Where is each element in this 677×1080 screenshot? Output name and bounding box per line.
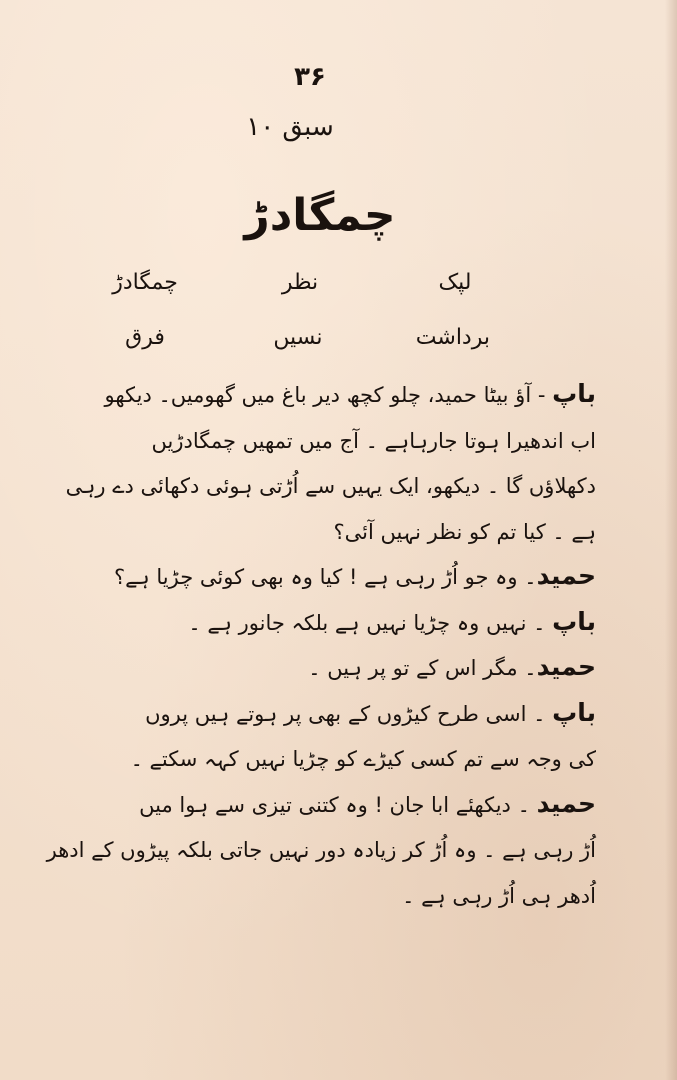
vocabulary-word: برداشت [415, 325, 490, 350]
line-text: کی وجہ سے تم کسی کیڑے کو چڑیا نہیں کہہ سکتے ۔ [130, 747, 596, 771]
line-text: ۔ دیکھئے ابا جان ! وہ کتنی تیزی سے ہوا میں [139, 792, 537, 817]
page-number: ۳۶ [294, 62, 326, 92]
vocabulary-word: چمگادڑ [112, 270, 178, 295]
speaker-name: حمید [536, 788, 596, 818]
dialogue-line [36, 554, 596, 600]
line-text: اُڑ رہی ہے ۔ وہ اُڑ کر زیادہ دور نہیں جاتی بلکہ پیڑوں کے ادھر [46, 838, 596, 862]
speaker-name: حمید [536, 652, 596, 681]
dialogue-line [36, 372, 596, 418]
speaker-name: باپ [552, 697, 596, 727]
line-text: اُدھر ہی اُڑ رہی ہے ۔ [402, 883, 596, 908]
dialogue-line [36, 600, 596, 646]
dialogue-line [36, 736, 596, 782]
dialogue-line [36, 418, 596, 464]
speaker-name: باپ [552, 606, 596, 636]
speaker-name: حمید [536, 561, 596, 590]
dialogue-line [36, 827, 596, 873]
dialogue-line [36, 509, 596, 555]
speaker-name: باپ [552, 379, 596, 408]
line-text: ہے ۔ کیا تم کو نظر نہیں آئی؟ [333, 519, 596, 544]
vocabulary-row-2 [110, 325, 490, 350]
vocabulary-word: لپک [438, 270, 472, 295]
line-text: - آؤ بیٹا حمید، چلو کچھ دیر باغ میں گھومیں۔ دیکھو [104, 383, 553, 407]
dialogue-line [36, 691, 596, 737]
vocabulary-word: نسیں [273, 325, 323, 350]
page-edge-shadow [665, 0, 677, 1080]
vocabulary-row-1 [110, 270, 490, 295]
vocabulary-word: فرق [125, 325, 165, 350]
line-text: ۔ مگر اس کے تو پر ہیں ۔ [308, 656, 537, 680]
dialogue-text [36, 372, 596, 918]
dialogue-line [36, 463, 596, 509]
lesson-label: سبق ۱۰ [246, 112, 334, 142]
dialogue-line [36, 782, 596, 828]
line-text: دکھلاؤں گا ۔ دیکھو، ایک یہیں سے اُڑتی ہوئی دکھائی دے رہی [65, 474, 596, 498]
lesson-title: چمگادڑ [244, 190, 396, 241]
line-text: ۔ نہیں وہ چڑیا نہیں ہے بلکہ جانور ہے ۔ [188, 610, 553, 635]
dialogue-line [36, 873, 596, 919]
line-text: اب اندھیرا ہوتا جارہاہے ۔ آج میں تمھیں چمگادڑیں [151, 428, 596, 453]
line-text: ۔ اسی طرح کیڑوں کے بھی پر ہوتے ہیں پروں [145, 701, 553, 726]
line-text: ۔ وہ جو اُڑ رہی ہے ! کیا وہ بھی کوئی چڑیا ہے؟ [113, 565, 537, 589]
vocabulary-word: نظر [281, 270, 319, 295]
dialogue-line [36, 645, 596, 691]
